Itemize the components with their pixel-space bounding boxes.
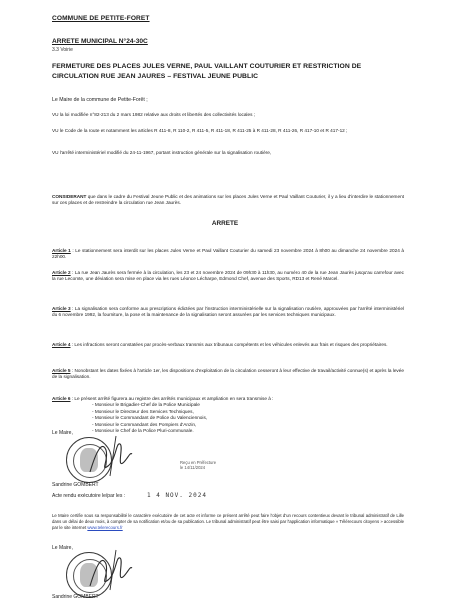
commune-header: COMMUNE DE PETITE-FORET [52,15,150,22]
handwritten-signature-1 [86,432,136,482]
considerant-text: que dans le cadre du Festival Jeune Public et des animations sur les places Jules Verne et Paul Vaillant Couturier, il y a lieu d'interdire le stationnement sur ces places et de restreindre la circulation rue Jean Jaurès. [52,194,404,206]
prefecture-stamp [180,460,216,470]
vu-paragraph-3: VU l'arrêté interministériel modifié du 24-11-1967, portant instruction générale sur la signalisation routière, [52,150,272,155]
article-4 [52,342,404,348]
article-1-text: : Le stationnement sera interdit sur les places Jules Verne et Paul Vaillant Couturier du samedi 23 novembre 2024 à 8h00 au dimanche 24 novembre 2024 à 22h00. [52,248,404,260]
publication-date: 1 4 NOV. 2024 [147,492,207,499]
article-6-label: Article 6 [52,396,71,401]
considerant-label: CONSIDERANT [52,194,87,199]
vu-paragraph-2: VU le Code de la route et notamment les articles R 411-8, R 110-2, R 411-5, R 411-18, R 411-25 à R 411-28, R 411-26, R 417-10 et R 417-12 ; [52,128,348,133]
recipient-item: - Monsieur le Commandant de Police du Valenciennois, [52,415,404,421]
article-2-label: Article 2 [52,270,71,275]
publication-label: Acte rendu exécutoire le/par les : [52,493,126,499]
legal-notice-text: Le Maire certifie sous sa responsabilité le caractère exécutoire de cet acte et informe ce présent arrêté peut faire l'objet d'un recours contentieux devant le tribunal administratif de Lille dans un délai de deux mois, à compter de sa notification et/ou de sa publication. Le tribunal administratif peut être saisi par l'application informatique « Télérecours citoyens » accessible par le site internet [52,513,404,530]
stamp-line-1: Reçu en Préfecture [180,460,217,465]
section-title-arrete: ARRETE [211,220,239,227]
article-6 [52,396,404,434]
article-4-label: Article 4 [52,342,71,347]
article-4-text: : Les infractions seront constatées par procès-verbaux transmis aux tribunaux compétents et les véhicules enlevés aux frais et risques des propriétaires. [71,342,388,347]
article-1-label: Article 1 [52,248,71,253]
maire-intro: Le Maire de la commune de Petite-Forêt ; [52,97,148,103]
article-5-text: : Nonobstant les dates fixées à l'article 1er, les dispositions d'exploitation de la circulation cesseront à leur effective de travail/activité connue(s) et après la levée de la signalisation. [52,368,404,380]
article-2-text: : La rue Jean Jaurès sera fermée à la circulation, les 23 et 24 novembre 2024 de 09h30 à 11h30, au numéro 40 de la rue Jean Jaurès jusqu'au carrefour avec la rue Lecomte, une déviation sera mise en place via les rues Léonce Lécharpe, Edmond Chef, avenue des Sports, RD13 et René Marcel. [52,270,405,282]
recipient-item: - Monsieur le Brigadier-Chef de la Police Municipale [52,402,404,408]
signatory-name-2: Sandrine GOMBERT [52,594,99,600]
signature-title-1: Le Maire, [52,430,73,436]
signatory-name-1: Sandrine GOMBERT [52,482,99,488]
article-3 [52,306,404,319]
article-6-text: : Le présent arrêté figurera au registre des arrêtés municipaux et ampliation en sera transmise à : [71,396,274,401]
article-1 [52,248,404,261]
article-3-text: : La signalisation sera conforme aux prescriptions édictées par l'instruction interministérielle sur la signalisation routière, approuvées par l'arrêté interministériel du 6 novembre 1992, la fourniture, la pose et la maintenance de la signalisation seront assurées par les services techniques municipaux. [52,306,404,318]
arrete-reference: 3.3 Voirie [52,47,73,53]
article-5-label: Article 5 [52,368,71,373]
article-2 [52,270,404,283]
handwritten-signature-2 [86,546,136,596]
recipient-list [52,402,404,434]
recipient-item: - Monsieur le Commandant des Pompiers d'Anzin, [52,422,404,428]
telerecours-link[interactable]: www.telerecours.fr [87,524,123,530]
article-3-label: Article 3 [52,306,71,311]
signature-title-2: Le Maire, [52,545,73,551]
stamp-line-2: le 14/11/2024 [180,465,206,471]
arrete-title: FERMETURE DES PLACES JULES VERNE, PAUL VAILLANT COUTURIER ET RESTRICTION DE CIRCULATION RUE JEAN JAURES – FESTIVAL JEUNE PUBLIC [52,63,362,80]
arrete-number: ARRETE MUNICIPAL N°24-30C [52,38,148,45]
legal-notice [52,513,404,530]
recipient-item: - Monsieur le Directeur des Services Techniques, [52,409,404,415]
article-5 [52,368,404,381]
recipient-item: - Monsieur le Chef de la Police Pluri-communale. [52,428,404,434]
vu-paragraph-1: VU la loi modifiée n°82-213 du 2 mars 1982 relative aux droits et libertés des collectivités locales ; [52,112,256,117]
considerant-paragraph [52,194,404,207]
